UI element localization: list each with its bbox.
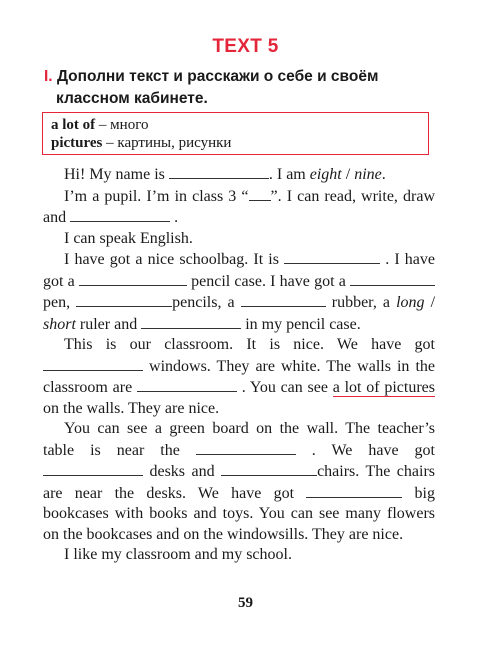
fill-blank[interactable] (141, 314, 241, 329)
fill-blank[interactable] (284, 249, 380, 264)
vocab-meaning: картины, рисунки (117, 135, 232, 151)
paragraph: You can see a green board on the wall. The teacher’s table is near the . We have got desks and chairs. The chairs are near the desks. We have got big bookcases with books and toys. You can see many flowers on the bookcases and on the windowsills. They are nice. (43, 420, 435, 543)
highlighted-phrase: a lot of pictures (332, 379, 436, 396)
page-title: TEXT 5 (212, 36, 279, 57)
task-instruction (44, 66, 444, 110)
vocab-term: a lot of (51, 117, 96, 133)
vocab-item: pictures – картины, рисунки (51, 135, 232, 151)
fill-blank[interactable] (70, 207, 170, 222)
paragraph: Hi! My name is . I am eight / nine. (64, 166, 386, 183)
task-line-1: Дополни текст и расскажи о себе и своём (56, 68, 379, 85)
fill-blank[interactable] (221, 461, 317, 476)
task-number: I. (44, 68, 53, 85)
page-number: 59 (238, 595, 253, 611)
vocab-meaning: много (110, 117, 149, 133)
fill-blank[interactable] (249, 186, 271, 201)
vocab-term: pictures (51, 135, 103, 151)
fill-blank[interactable] (79, 271, 187, 286)
fill-blank[interactable] (241, 292, 326, 307)
fill-blank[interactable] (169, 164, 269, 179)
fill-blank[interactable] (43, 356, 143, 371)
reading-text (43, 164, 435, 566)
vocab-item: a lot of – много (51, 117, 149, 133)
fill-blank[interactable] (76, 292, 172, 307)
paragraph: I like my classroom and my school. (64, 546, 292, 563)
fill-blank[interactable] (306, 483, 402, 498)
task-line-2: классном кабинете. (56, 90, 208, 107)
paragraph: This is our classroom. It is nice. We have got windows. They are white. The walls in the classroom are . You can see a lot of pictures on the walls. They are nice. (43, 336, 436, 417)
vocabulary-box (42, 112, 429, 155)
fill-blank[interactable] (137, 377, 237, 392)
fill-blank[interactable] (43, 461, 143, 476)
fill-blank[interactable] (350, 271, 435, 286)
paragraph: I can speak English. (64, 229, 193, 247)
paragraph: I have got a nice schoolbag. It is . I have got a pencil case. I have got a pen, pencils, a rubber, a long / short ruler and in my pencil case. (43, 251, 436, 333)
fill-blank[interactable] (196, 440, 296, 455)
paragraph: I’m a pupil. I’m in class 3 “ ”. I can read, write, draw and . (43, 187, 435, 226)
